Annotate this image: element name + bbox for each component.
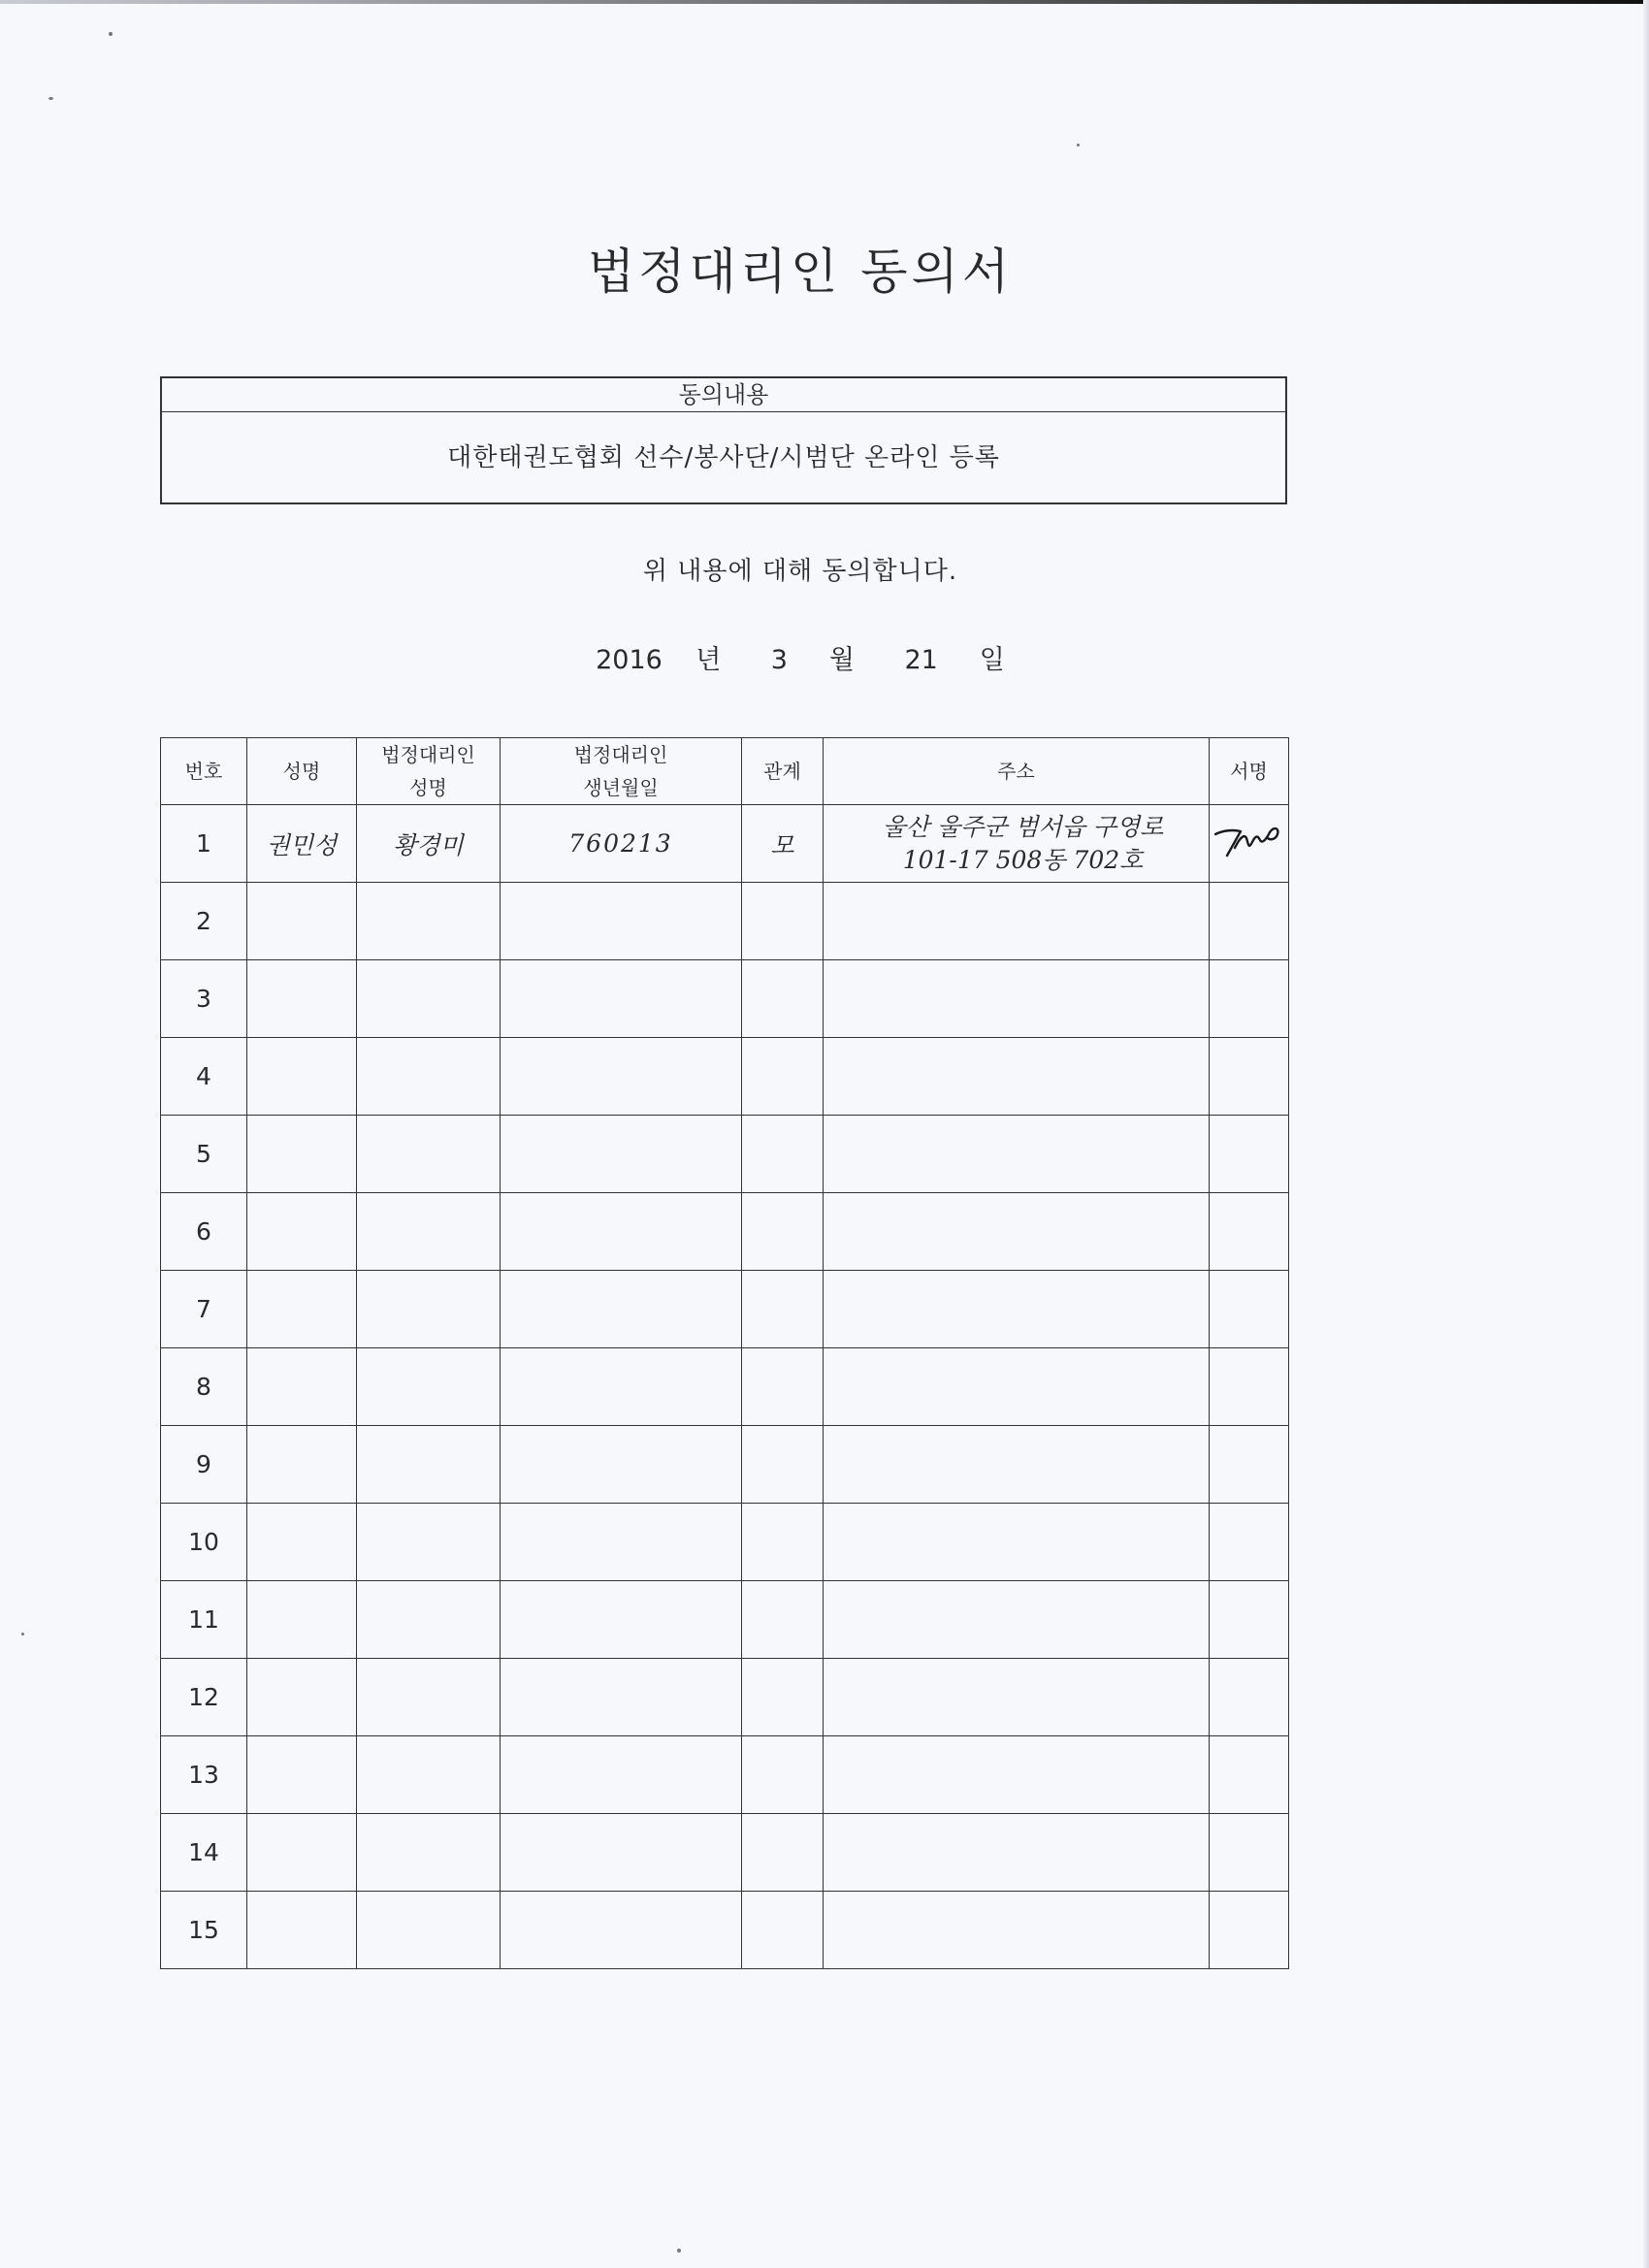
guardian-birth [501,1736,742,1814]
guardian-name [357,960,501,1038]
header-guardian-birth-line1: 법정대리인 [573,743,668,766]
address [824,960,1210,1038]
scan-speck [21,1633,24,1636]
row-number: 11 [161,1581,247,1659]
address [824,883,1210,960]
guardian-birth [501,1116,742,1193]
guardian-birth [501,1193,742,1271]
scan-speck [109,32,113,36]
relation [742,1348,824,1426]
address [824,1659,1210,1736]
signature-cell [1210,1504,1289,1581]
relation [742,883,824,960]
guardian-birth: 760213 [501,805,742,883]
student-name [247,1581,357,1659]
guardian-birth [501,1348,742,1426]
relation [742,1736,824,1814]
guardian-name [357,1348,501,1426]
signature-cell [1210,1348,1289,1426]
consent-header: 동의내용 [162,378,1285,412]
table-row [161,1426,1289,1504]
table-row [161,1271,1289,1348]
date-month: 3 [770,645,788,675]
table-header-row [161,738,1289,805]
guardian-table [160,737,1289,1969]
student-name [247,1736,357,1814]
scan-speck [677,2249,681,2252]
signature-cell [1210,1116,1289,1193]
signature-cell [1210,883,1289,960]
table-row [161,960,1289,1038]
header-guardian-name [357,738,501,805]
header-guardian-birth-line2: 생년월일 [583,776,659,799]
date-day: 21 [904,645,938,675]
guardian-name [357,1892,501,1969]
address [824,805,1210,883]
handwritten-signature [1210,819,1289,867]
relation [742,1038,824,1116]
student-name: 권민성 [247,805,357,883]
row-number: 14 [161,1814,247,1892]
table-row [161,1736,1289,1814]
signature-cell [1210,1038,1289,1116]
signature-cell [1210,960,1289,1038]
table-row [161,1348,1289,1426]
address [824,1814,1210,1892]
header-signature: 서명 [1210,738,1289,805]
student-name [247,1814,357,1892]
student-name [247,1038,357,1116]
guardian-name [357,1581,501,1659]
student-name [247,960,357,1038]
address [824,1116,1210,1193]
guardian-birth [501,1659,742,1736]
scan-speck [1077,144,1080,146]
header-address: 주소 [824,738,1210,805]
scan-speck [48,97,53,100]
document-title: 법정대리인 동의서 [587,243,1014,300]
relation [742,1426,824,1504]
guardian-name [357,1426,501,1504]
guardian-name [357,1736,501,1814]
guardian-birth [501,1504,742,1581]
guardian-birth [501,1814,742,1892]
guardian-birth [501,960,742,1038]
guardian-birth [501,883,742,960]
row-number: 5 [161,1116,247,1193]
row-number: 7 [161,1271,247,1348]
student-name [247,1892,357,1969]
address [824,1271,1210,1348]
signature-cell [1210,805,1289,883]
address [824,1892,1210,1969]
header-name: 성명 [247,738,357,805]
address-line2: 101-17 508동 702호 [902,845,1144,874]
student-name [247,1116,357,1193]
signature-cell [1210,1271,1289,1348]
student-name [247,1271,357,1348]
signature-cell [1210,1426,1289,1504]
guardian-name [357,1504,501,1581]
address [824,1426,1210,1504]
guardian-name [357,1193,501,1271]
relation [742,960,824,1038]
relation: 모 [742,805,824,883]
relation [742,1581,824,1659]
table-row [161,1659,1289,1736]
date-year-unit: 년 [695,645,722,675]
header-guardian-birth [501,738,742,805]
relation [742,1659,824,1736]
row-number: 1 [161,805,247,883]
date-year: 2016 [596,645,663,675]
guardian-name [357,1814,501,1892]
row-number: 6 [161,1193,247,1271]
row-number: 13 [161,1736,247,1814]
table-row [161,1504,1289,1581]
row-number: 4 [161,1038,247,1116]
guardian-name [357,1038,501,1116]
signature-cell [1210,1659,1289,1736]
student-name [247,1348,357,1426]
date-day-unit: 일 [979,645,1005,675]
row-number: 15 [161,1892,247,1969]
relation [742,1892,824,1969]
guardian-birth [501,1581,742,1659]
student-name [247,883,357,960]
student-name [247,1193,357,1271]
signature-cell [1210,1736,1289,1814]
guardian-birth [501,1271,742,1348]
table-row [161,1892,1289,1969]
relation [742,1504,824,1581]
row-number: 9 [161,1426,247,1504]
guardian-name [357,1116,501,1193]
table-row [161,1038,1289,1116]
relation [742,1193,824,1271]
table-row [161,1193,1289,1271]
address [824,1038,1210,1116]
address [824,1193,1210,1271]
relation [742,1814,824,1892]
address [824,1348,1210,1426]
header-guardian-name-line2: 성명 [409,776,447,799]
row-number: 10 [161,1504,247,1581]
address-line1: 울산 울주군 범서읍 구영로 [882,812,1164,841]
table-row [161,1581,1289,1659]
guardian-name [357,1271,501,1348]
row-number: 8 [161,1348,247,1426]
agreement-statement: 위 내용에 대해 동의합니다. [642,557,958,586]
signature-cell [1210,1193,1289,1271]
row-number: 12 [161,1659,247,1736]
guardian-name [357,883,501,960]
guardian-name: 황경미 [357,805,501,883]
date-month-unit: 월 [828,645,855,675]
table-row [161,883,1289,960]
address [824,1736,1210,1814]
relation [742,1116,824,1193]
address [824,1581,1210,1659]
table-row [161,1116,1289,1193]
student-name [247,1659,357,1736]
header-relation: 관계 [742,738,824,805]
guardian-name [357,1659,501,1736]
table-row [161,1814,1289,1892]
student-name [247,1426,357,1504]
student-name [247,1504,357,1581]
consent-body: 대한태권도협회 선수/봉사단/시범단 온라인 등록 [447,443,1000,472]
table-row [161,805,1289,883]
relation [742,1271,824,1348]
signature-cell [1210,1581,1289,1659]
guardian-birth [501,1426,742,1504]
row-number: 2 [161,883,247,960]
guardian-birth [501,1892,742,1969]
header-number: 번호 [161,738,247,805]
signature-cell [1210,1892,1289,1969]
consent-box [160,376,1287,504]
signature-cell [1210,1814,1289,1892]
address [824,1504,1210,1581]
scan-edge-right [1643,0,1649,2268]
header-guardian-name-line1: 법정대리인 [381,743,475,766]
guardian-birth [501,1038,742,1116]
row-number: 3 [161,960,247,1038]
date-line [0,638,1600,676]
scan-edge-top [0,0,1649,4]
